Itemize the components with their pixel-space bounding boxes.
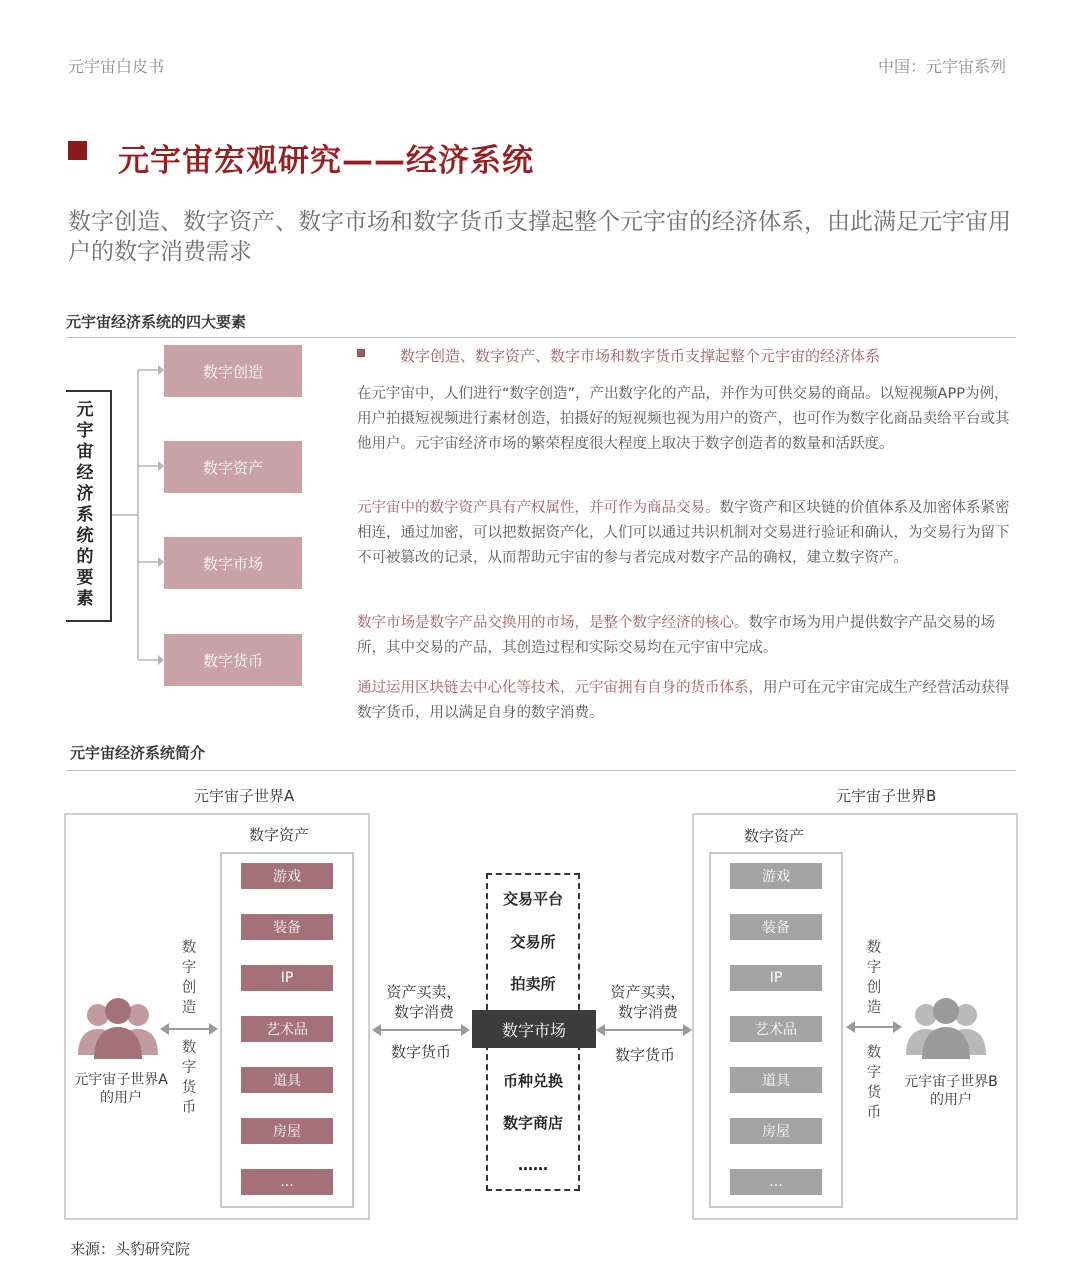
section1-divider (66, 337, 1016, 338)
user-label-line: 的用户 (100, 1090, 142, 1106)
market-item: 交易平台 (502, 890, 563, 908)
world-b-asset-item: 房屋 (730, 1118, 822, 1144)
world-b-label: 元宇宙子世界B (836, 787, 937, 805)
paragraph-body: 数字市场为用户提供数字产品交易的场所，其中交易的产品，其创造过程和实际交易均在元宇宙中完成。 (357, 615, 995, 656)
market-item: 数字商店 (502, 1114, 563, 1132)
element-box-digital-creation: 数字创造 (164, 345, 302, 397)
world-a-asset-item: IP (241, 965, 333, 991)
market-item: 交易所 (510, 933, 556, 951)
element-box-digital-assets: 数字资产 (164, 441, 302, 493)
elements-vertical-label: 元宇宙经济系统的要素 (76, 400, 94, 609)
world-b-asset-item: 游戏 (730, 863, 822, 889)
world-a-asset-item: 游戏 (241, 863, 333, 889)
flow-right-bottom-label: 数字货币 (614, 1046, 675, 1064)
world-b-user-label (894, 1073, 1008, 1109)
header-right-text: 中国：元宇宙系列 (878, 57, 1007, 76)
paragraph-digital-assets (357, 496, 1013, 571)
world-b-asset-item: ... (730, 1169, 822, 1195)
element-box-digital-market: 数字市场 (164, 537, 302, 589)
paragraph-digital-creation (357, 382, 1013, 457)
flow-line: 数字消费 (617, 1003, 678, 1021)
flow-line: 资产买卖， (610, 983, 686, 1001)
world-a-assets-title: 数字资产 (249, 826, 310, 844)
world-a-double-arrow (160, 1022, 218, 1036)
paragraph-lead: 在元宇宙中，人们进行“数字创造”，产出数字化的产品，并作为可供交易的商品。 (357, 386, 880, 402)
market-item: 拍卖所 (510, 975, 556, 993)
flow-line: 资产买卖， (386, 983, 462, 1001)
element-box-digital-currency: 数字货币 (164, 634, 302, 686)
section2-divider (66, 770, 1016, 771)
flow-right-top-label (608, 982, 688, 1022)
world-a-asset-item: 房屋 (241, 1118, 333, 1144)
user-label-line: 的用户 (930, 1092, 972, 1108)
flow-line: 数字消费 (393, 1003, 454, 1021)
users-icon (902, 995, 990, 1063)
world-a-currency-label: 数字货币 (181, 1040, 197, 1116)
flow-right-double-arrow (596, 1023, 692, 1037)
user-label-line: 元宇宙子世界B (904, 1074, 998, 1090)
world-b-creation-label: 数字创造 (866, 940, 882, 1016)
paragraph-body: 数字资产和区块链的价值体系及加密体系紧密相连，通过加密，可以把数据资产化，人们可以通过共识机制对交易进行验证和确认，为交易行为留下不可被篡改的记录，从而帮助元宇宙的参与者完成对数字产品的确权，建立数字资产。 (357, 500, 1010, 566)
section1-title: 元宇宙经济系统的四大要素 (66, 313, 247, 331)
market-item: …… (518, 1156, 548, 1174)
world-a-asset-item: ... (241, 1169, 333, 1195)
paragraph-body: 用户可在元宇宙完成生产经营活动获得数字货币，用以满足自身的数字消费。 (357, 680, 1010, 721)
world-b-double-arrow (846, 1020, 902, 1034)
world-b-asset-item: 装备 (730, 914, 822, 940)
world-a-asset-item: 艺术品 (241, 1016, 333, 1042)
world-a-asset-item: 装备 (241, 914, 333, 940)
page-subtitle: 数字创造、数字资产、数字市场和数字货币支撑起整个元宇宙的经济体系，由此满足元宇宙用户的数字消费需求 (68, 209, 1011, 265)
paragraph-lead: 元宇宙中的数字资产具有产权属性，并可作为商品交易。 (357, 500, 720, 516)
world-a-creation-label: 数字创造 (181, 940, 197, 1016)
world-b-asset-item: IP (730, 965, 822, 991)
paragraph-body: 以短视频APP为例，用户拍摄短视频进行素材创造，拍摄好的短视频也视为用户的资产，也可作为数字化商品卖给平台或其他用户。元宇宙经济市场的繁荣程度很大程度上取决于数字创造者的数量和活跃度。 (357, 386, 1010, 452)
user-label-line: 元宇宙子世界A (74, 1072, 168, 1088)
world-a-asset-item: 道具 (241, 1067, 333, 1093)
market-center-box: 数字市场 (472, 1010, 596, 1048)
users-icon (74, 995, 162, 1063)
title-square-icon (68, 141, 87, 160)
market-item: 币种兑换 (502, 1072, 563, 1090)
bullet-square-icon (357, 349, 365, 357)
world-a-user-label (68, 1071, 174, 1107)
header-left-text: 元宇宙白皮书 (68, 57, 165, 76)
world-b-currency-label: 数字货币 (866, 1045, 882, 1121)
section2-title: 元宇宙经济系统简介 (70, 744, 206, 762)
source-note: 来源：头豹研究院 (70, 1240, 191, 1258)
world-b-assets-title: 数字资产 (744, 827, 805, 845)
paragraph-digital-currency (357, 676, 1013, 726)
flow-left-double-arrow (372, 1023, 470, 1037)
paragraph-lead: 数字市场是数字产品交换用的市场，是整个数字经济的核心。 (357, 615, 749, 631)
flow-left-top-label (384, 982, 464, 1022)
world-a-label: 元宇宙子世界A (194, 787, 295, 805)
page-title: 元宇宙宏观研究——经济系统 (118, 143, 534, 179)
paragraph-lead: 通过运用区块链去中心化等技术，元宇宙拥有自身的货币体系， (357, 680, 763, 696)
world-b-asset-item: 艺术品 (730, 1016, 822, 1042)
flow-left-bottom-label: 数字货币 (390, 1043, 451, 1061)
world-b-asset-item: 道具 (730, 1067, 822, 1093)
bullet-title: 数字创造、数字资产、数字市场和数字货币支撑起整个元宇宙的经济体系 (400, 347, 881, 365)
paragraph-digital-market (357, 611, 1013, 661)
